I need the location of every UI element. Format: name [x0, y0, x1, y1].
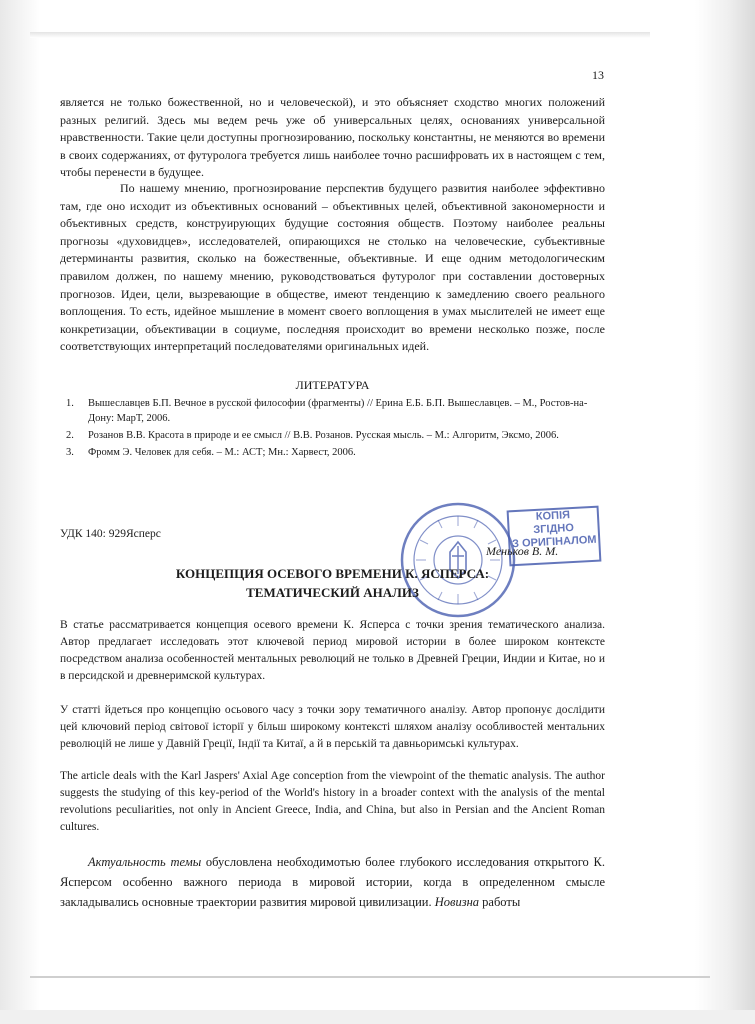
- literature-item-text: Вышеславцев Б.П. Вечное в русской философии (фрагменты) // Ерина Е.Б. Б.П. Вышеславцев. – М., Ростов-на-Дону: МарТ, 2006.: [88, 398, 588, 424]
- literature-item-text: Фромм Э. Человек для себя. – М.: АСТ; Мн.: Харвест, 2006.: [88, 447, 356, 458]
- literature-item-number: 1.: [66, 398, 74, 409]
- author-name: Меньков В. М.: [486, 544, 559, 558]
- literature-item-number: 2.: [66, 430, 74, 441]
- paragraph-2: По нашему мнению, прогнозирование перспектив будущего развития наиболее эффективно там, где оно исходит из объективных оснований – объективных целей, объективной закономерности и объективных средств, конструирующих будущие состояния обществ. Поэтому наиболее реальны прогнозы «духовидцев», исследователей, опирающихся не столько на человеческие, субъективные детерминанты развития, сколько на божественные, объективные. И еще одним методологическим правилом должен, по нашему мнению, руководствоваться футуролог при составлении достоверных прогнозов. Идеи, цели, вызревающие в обществе, имеют тенденцию к замедлению своего реального воплощения. То есть, идейное мышление в момент своего воплощения в умах мыслителей не имеет еще конкретизации, объективации в социуме, последняя происходит во времени несколько позже, после соответствующих интерпретаций последователями оригинальных идей.: [60, 181, 605, 354]
- scan-bottom-strip: [0, 1010, 755, 1024]
- relevance-term: Актуальность темы: [88, 855, 202, 869]
- scan-bottom-edge: [30, 976, 710, 978]
- copy-stamp-line: КОПІЯ: [535, 509, 571, 523]
- novelty-term: Новизна: [434, 895, 480, 909]
- article-title: [60, 564, 605, 602]
- scan-top-edge: [30, 32, 650, 38]
- scan-shadow-left: [0, 0, 40, 1024]
- abstract-ru: В статье рассматривается концепция осевого времени К. Ясперса с точки зрения тематического анализа. Автор предлагает исследовать этот ключевой период мировой истории в более широком контексте посредством анализа особенностей ментальных революций не только в Древней Греции, Индии и Китае, но и в персидской и древнеримской культурах.: [60, 619, 605, 682]
- abstract-en: The article deals with the Karl Jaspers' Axial Age conception from the viewpoint of the thematic analysis. The author suggests the studying of this key-period of the World's history in a broader context with the analysis of the mental revolutions peculiarities, not only in Ancient Greece, India, and China, but also in Persian and the Ancient Roman cultures.: [60, 770, 605, 833]
- literature-list: [60, 396, 605, 462]
- literature-item: [60, 396, 605, 426]
- body-paragraph: [60, 852, 605, 912]
- paragraph-1: является не только божественной, но и человеческой), и это объясняет сходство многих положений разных религий. Здесь мы ведем речь уже об универсальных целях, основаниях универсальной нравственности. Такие цели доступны прогнозированию, поскольку константны, не меняются во времени в своих содержаниях, от футуролога требуется лишь наиболее точно расшифровать их в настоящем с тем, чтобы перенести в будущее.: [60, 95, 605, 180]
- literature-item: [60, 445, 605, 460]
- copy-stamp-line: ЗГІДНО: [533, 521, 575, 537]
- literature-item: [60, 428, 605, 443]
- official-seal-icon: [398, 500, 518, 620]
- udk-code: УДК 140: 929Ясперс: [60, 528, 161, 540]
- article-title-line: КОНЦЕПЦИЯ ОСЕВОГО ВРЕМЕНИ К. ЯСПЕРСА:: [175, 566, 490, 581]
- body-text-1: обусловлена необходимотью более глубокого исследования открытого К. Ясперсом особенно важного периода в мировой истории, когда в определенном смысле закладывались основные траектории развития мировой цивилизации.: [60, 855, 605, 909]
- literature-heading: ЛИТЕРАТУРА: [295, 378, 370, 392]
- abstract-ua: У статті йдеться про концепцію осьового часу з точки зору тематичного аналізу. Автор пропонує дослідити цей ключовий період світової історії у більш широкому контексті шляхом аналізу особливостей ментальних революцій не лише у Давній Греції, Індії та Китаї, а й в перській та давньоримські культурах.: [60, 704, 605, 750]
- literature-item-text: Розанов В.В. Красота в природе и ее смысл // В.В. Розанов. Русская мысль. – М.: Алгоритм, Эксмо, 2006.: [88, 430, 559, 441]
- literature-item-number: 3.: [66, 447, 74, 458]
- copy-stamp-line: З ОРИГІНАЛОМ: [511, 533, 597, 551]
- page-number: 13: [592, 68, 604, 82]
- body-text-2: работы: [479, 895, 521, 909]
- article-title-line: ТЕМАТИЧЕСКИЙ АНАЛИЗ: [246, 585, 419, 600]
- scan-shadow-right: [695, 0, 755, 1024]
